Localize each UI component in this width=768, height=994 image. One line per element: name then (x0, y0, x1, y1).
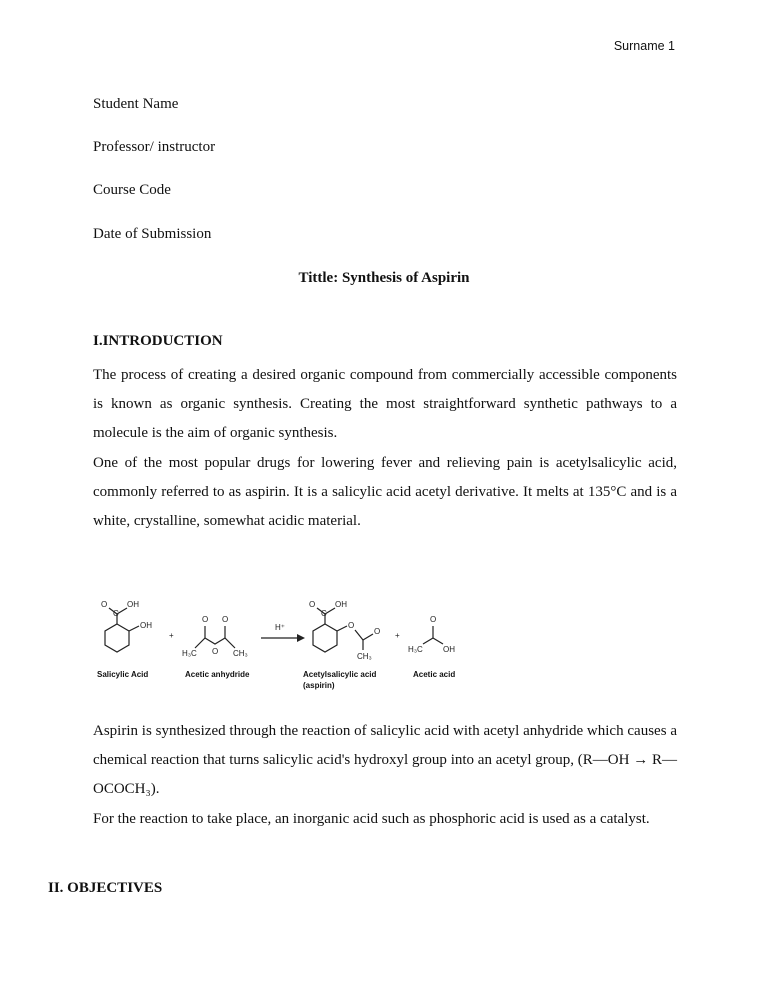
atom-o: O (101, 600, 108, 609)
intro-paragraph-4: For the reaction to take place, an inorganic acid such as phosphoric acid is used as a catalyst. (93, 811, 650, 827)
objectives-heading: II. OBJECTIVES (48, 880, 163, 896)
aspirin-structure (309, 600, 380, 661)
course-code: Course Code (93, 182, 171, 198)
atom-c: C (113, 609, 119, 618)
atom-h3c: H₃C (182, 649, 197, 658)
plus-sign: + (395, 631, 400, 640)
label-acetic-acid: Acetic acid (413, 670, 456, 679)
professor-name: Professor/ instructor (93, 139, 216, 155)
introduction-heading: I.INTRODUCTION (93, 333, 223, 349)
atom-o: O (348, 621, 355, 630)
atom-c: C (321, 609, 327, 618)
intro-paragraph-3: Aspirin is synthesized through the reaction of salicylic acid with acetyl anhydride which causes a chemical reaction that turns salicylic acid's hydroxyl group into an acetyl group, (R—OH → R—OCOCH₃). (93, 723, 677, 797)
acetic-anhydride-structure (182, 615, 248, 658)
atom-o: O (374, 627, 381, 636)
atom-ch3: CH₃ (357, 652, 372, 661)
student-name: Student Name (93, 96, 179, 112)
intro-paragraph-1: The process of creating a desired organic compound from commercially accessible components is known as organic synthesis. Creating the most straightforward synthetic pathways to a molecule is the aim of organic synthesis. (93, 367, 677, 441)
atom-oh: OH (443, 645, 455, 654)
atom-o: O (309, 600, 316, 609)
acetic-acid-structure (408, 615, 455, 654)
atom-ch3: CH₃ (233, 649, 248, 658)
label-acetic-anhydride: Acetic anhydride (185, 670, 250, 679)
submission-date: Date of Submission (93, 226, 212, 242)
intro-paragraph-2: One of the most popular drugs for lowering fever and relieving pain is acetylsalicylic acid, commonly referred to as aspirin. It is a salicylic acid acetyl derivative. It melts at 135°C and is a white, crystalline, somewhat acidic material. (93, 455, 677, 529)
atom-o: O (212, 647, 219, 656)
catalyst-label: H⁺ (275, 623, 285, 632)
plus-sign: + (169, 631, 174, 640)
atom-h3c: H₃C (408, 645, 423, 654)
document-title: Tittle: Synthesis of Aspirin (298, 270, 470, 286)
aspirin-reaction-scheme (93, 592, 473, 707)
label-aspirin: Acetylsalicylic acid (303, 670, 377, 679)
running-head: Surname 1 (613, 39, 675, 53)
salicylic-acid-structure (101, 600, 152, 652)
atom-oh: OH (140, 621, 152, 630)
atom-oh: OH (335, 600, 347, 609)
label-salicylic-acid: Salicylic Acid (97, 670, 149, 679)
atom-o: O (430, 615, 437, 624)
label-aspirin-alias: (aspirin) (303, 681, 335, 690)
atom-oh: OH (127, 600, 139, 609)
atom-o: O (202, 615, 209, 624)
arrow-head (297, 634, 305, 642)
atom-o: O (222, 615, 229, 624)
